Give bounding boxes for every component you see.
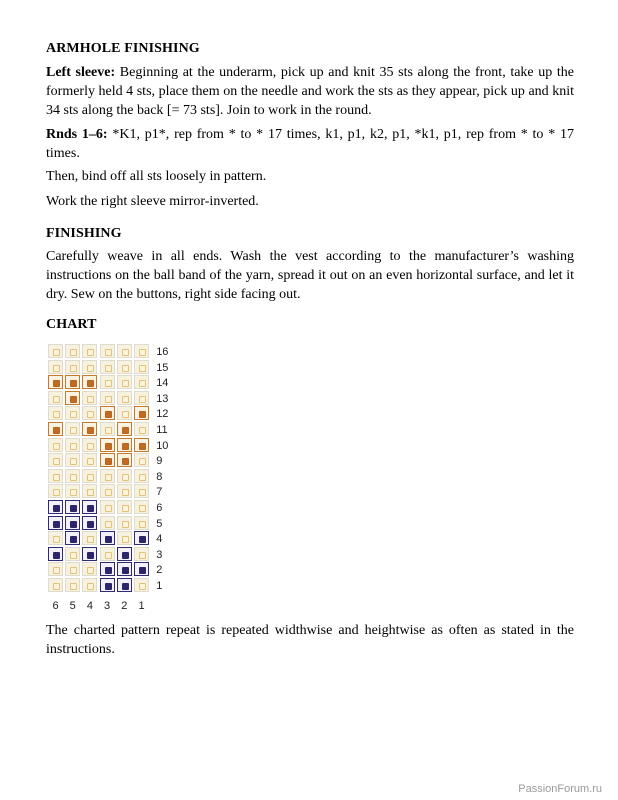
chart-cell-light (134, 453, 149, 467)
chart-cell-light (65, 562, 80, 576)
chart-cell-navy (65, 531, 80, 545)
chart-cell-light (82, 531, 97, 545)
chart-cell-navy (48, 500, 63, 514)
stitch-square-icon (70, 474, 77, 481)
stitch-square-icon (122, 583, 129, 590)
chart-cell-orange (48, 375, 63, 389)
stitch-square-icon (105, 427, 112, 434)
chart-cell-light (82, 484, 97, 498)
stitch-square-icon (87, 380, 94, 387)
bind-off-paragraph: Then, bind off all sts loosely in pattern. (46, 169, 267, 184)
stitch-square-icon (105, 583, 112, 590)
chart-cell-navy (100, 578, 115, 592)
stitch-square-icon (70, 380, 77, 387)
chart-cell-light (48, 438, 63, 452)
chart-cell-light (117, 406, 132, 420)
right-sleeve-paragraph: Work the right sleeve mirror-inverted. (46, 194, 259, 209)
stitch-square-icon (53, 349, 60, 356)
chart-column-label: 6 (52, 599, 59, 612)
chart-row-label: 13 (156, 392, 169, 405)
stitch-square-icon (122, 427, 129, 434)
stitch-square-icon (70, 427, 77, 434)
stitch-square-icon (105, 349, 112, 356)
chart-caption: The charted pattern repeat is repeated widthwise and heightwise as often as stated in the instructions. (46, 623, 574, 657)
chart-cell-light (82, 438, 97, 452)
chart-cell-navy (48, 516, 63, 530)
stitch-square-icon (53, 365, 60, 372)
chart-cell-light (134, 547, 149, 561)
chart-cell-light (134, 391, 149, 405)
chart-row-label: 9 (156, 455, 163, 468)
chart-cell-light (100, 422, 115, 436)
stitch-square-icon (122, 349, 129, 356)
chart-cell-navy (134, 562, 149, 576)
chart-row-label: 5 (156, 517, 163, 530)
stitch-square-icon (87, 474, 94, 481)
chart-row-label: 6 (156, 502, 163, 514)
chart-row-label: 12 (156, 408, 169, 421)
chart-cell-light (82, 453, 97, 467)
stitch-square-icon (139, 427, 146, 434)
left-sleeve-label: Left sleeve: (46, 65, 116, 80)
chart-cell-orange (82, 422, 97, 436)
chart-cell-orange (65, 375, 80, 389)
chart-cell-light (65, 469, 80, 483)
chart-cell-navy (117, 547, 132, 561)
chart-cell-light (65, 453, 80, 467)
chart-cell-navy (100, 562, 115, 576)
stitch-square-icon (122, 489, 129, 496)
stitch-square-icon (105, 411, 112, 418)
finishing-paragraph: Carefully weave in all ends. Wash the vest according to the manufacturer’s washing instructions on the ball band of the yarn, spread it out on an even horizontal surface, and let it dry. Sew on the buttons, right side facing out. (46, 249, 574, 302)
stitch-square-icon (53, 396, 60, 403)
chart-row-label: 2 (156, 564, 163, 577)
stitch-square-icon (53, 583, 60, 590)
stitch-square-icon (139, 474, 146, 481)
stitch-square-icon (105, 567, 112, 574)
chart-cell-light (117, 531, 132, 545)
stitch-square-icon (87, 411, 94, 418)
stitch-square-icon (70, 567, 77, 574)
chart-column-label: 4 (86, 599, 93, 612)
chart-cell-light (100, 360, 115, 374)
stitch-square-icon (53, 505, 60, 512)
stitch-square-icon (139, 536, 146, 543)
stitch-square-icon (105, 458, 112, 465)
chart-cell-light (48, 469, 63, 483)
chart-cell-light (100, 469, 115, 483)
chart-cell-light (65, 547, 80, 561)
stitch-square-icon (122, 396, 129, 403)
chart-cell-orange (117, 422, 132, 436)
left-sleeve-text: Beginning at the underarm, pick up and knit 35 sts along the front, take up the formerly held 4 sts, place them on the needle and work the sts as they appear, pick up and knit 34 sts along the back [= 73 sts]. Join to work in the round. (46, 65, 574, 118)
stitch-square-icon (139, 583, 146, 590)
chart-cell-light (48, 453, 63, 467)
chart-row-label: 4 (156, 533, 163, 546)
stitch-square-icon (105, 443, 112, 450)
chart-cell-light (117, 484, 132, 498)
chart-cell-light (117, 375, 132, 389)
chart-cell-light (134, 578, 149, 592)
stitch-square-icon (87, 396, 94, 403)
stitch-square-icon (53, 380, 60, 387)
chart-grid (46, 342, 196, 612)
stitch-square-icon (105, 536, 112, 543)
stitch-square-icon (70, 443, 77, 450)
stitch-square-icon (87, 536, 94, 543)
chart-cell-navy (117, 562, 132, 576)
chart-row-label: 14 (156, 377, 169, 390)
stitch-square-icon (70, 349, 77, 356)
chart-cell-light (82, 578, 97, 592)
chart-cell-light (100, 547, 115, 561)
chart-row-label: 11 (156, 424, 168, 436)
chart-cell-light (117, 469, 132, 483)
chart-cell-light (100, 391, 115, 405)
stitch-square-icon (70, 536, 77, 543)
chart-cell-light (48, 562, 63, 576)
stitch-square-icon (87, 349, 94, 356)
chart-cell-light (100, 500, 115, 514)
chart-cell-orange (82, 375, 97, 389)
stitch-square-icon (53, 474, 60, 481)
stitch-square-icon (105, 380, 112, 387)
stitch-square-icon (70, 365, 77, 372)
stitch-square-icon (122, 567, 129, 574)
chart-cell-light (82, 391, 97, 405)
stitch-square-icon (122, 505, 129, 512)
stitch-square-icon (53, 427, 60, 434)
chart-cell-light (48, 531, 63, 545)
chart-cell-navy (100, 531, 115, 545)
stitch-square-icon (122, 380, 129, 387)
stitch-square-icon (122, 536, 129, 543)
chart-cell-navy (65, 500, 80, 514)
chart-cell-light (65, 578, 80, 592)
chart-cell-orange (134, 406, 149, 420)
stitch-square-icon (53, 536, 60, 543)
rnds-text: *K1, p1*, rep from * to * 17 times, k1, p1, k2, p1, *k1, p1, rep from * to * 17 times. (46, 127, 575, 161)
stitch-square-icon (139, 489, 146, 496)
chart-cell-light (48, 406, 63, 420)
chart-cell-orange (65, 391, 80, 405)
chart-cell-light (117, 391, 132, 405)
chart-row-label: 10 (156, 439, 169, 452)
chart-cell-navy (82, 547, 97, 561)
chart-cell-navy (48, 547, 63, 561)
chart-cell-light (65, 484, 80, 498)
stitch-square-icon (53, 489, 60, 496)
stitch-square-icon (139, 458, 146, 465)
chart-cell-light (134, 500, 149, 514)
rnds-paragraph (46, 125, 574, 163)
stitch-square-icon (139, 396, 146, 403)
chart-cell-light (134, 360, 149, 374)
stitch-square-icon (70, 521, 77, 528)
stitch-square-icon (122, 552, 129, 559)
stitch-square-icon (105, 365, 112, 372)
chart-cell-navy (117, 578, 132, 592)
stitch-square-icon (70, 505, 77, 512)
chart-cell-light (65, 422, 80, 436)
chart-cell-light (82, 360, 97, 374)
stitch-square-icon (105, 521, 112, 528)
chart-cell-orange (100, 453, 115, 467)
stitch-square-icon (139, 380, 146, 387)
chart-cell-light (117, 516, 132, 530)
stitch-square-icon (122, 521, 129, 528)
chart-row-label: 15 (156, 361, 169, 374)
stitch-square-icon (53, 567, 60, 574)
chart-row-label: 3 (156, 548, 163, 561)
stitch-square-icon (70, 552, 77, 559)
stitch-square-icon (87, 427, 94, 434)
chart-cell-orange (100, 406, 115, 420)
stitch-square-icon (139, 443, 146, 450)
chart-cell-light (100, 516, 115, 530)
chart-cell-light (134, 516, 149, 530)
stitch-square-icon (87, 489, 94, 496)
chart-cell-light (134, 344, 149, 358)
stitch-square-icon (139, 521, 146, 528)
rnds-label: Rnds 1–6: (46, 127, 108, 142)
chart-cell-light (48, 578, 63, 592)
chart-column-label: 5 (69, 599, 76, 612)
stitch-square-icon (53, 458, 60, 465)
chart-cell-light (48, 360, 63, 374)
stitch-square-icon (87, 552, 94, 559)
stitch-square-icon (105, 489, 112, 496)
stitch-square-icon (139, 349, 146, 356)
chart-cell-navy (82, 516, 97, 530)
stitch-square-icon (70, 458, 77, 465)
stitch-square-icon (139, 505, 146, 512)
stitch-square-icon (105, 505, 112, 512)
stitch-square-icon (53, 521, 60, 528)
chart-cell-light (65, 438, 80, 452)
chart-cell-orange (134, 438, 149, 452)
chart-cell-orange (100, 438, 115, 452)
chart-cell-light (117, 344, 132, 358)
chart-cell-light (82, 406, 97, 420)
chart-cell-navy (134, 531, 149, 545)
stitch-square-icon (122, 474, 129, 481)
stitch-square-icon (122, 365, 129, 372)
left-sleeve-paragraph (46, 63, 574, 120)
stitch-square-icon (53, 411, 60, 418)
stitch-square-icon (87, 583, 94, 590)
chart-row-label: 16 (156, 346, 169, 358)
chart-cell-light (100, 375, 115, 389)
chart-cell-light (48, 344, 63, 358)
chart-cell-light (82, 344, 97, 358)
stitch-square-icon (105, 396, 112, 403)
stitch-square-icon (122, 458, 129, 465)
stitch-square-icon (139, 365, 146, 372)
chart-cell-light (65, 360, 80, 374)
chart-cell-light (117, 500, 132, 514)
chart-column-label: 3 (104, 599, 111, 612)
chart-cell-light (82, 562, 97, 576)
chart-heading: CHART (46, 317, 97, 332)
finishing-heading: FINISHING (46, 226, 122, 241)
armhole-finishing-heading: ARMHOLE FINISHING (46, 41, 200, 56)
chart-row-label: 8 (156, 470, 163, 483)
stitch-square-icon (105, 474, 112, 481)
chart-cell-light (117, 360, 132, 374)
stitch-square-icon (70, 583, 77, 590)
chart-column-label: 1 (138, 599, 145, 612)
watermark: PassionForum.ru (518, 783, 602, 795)
chart-cell-light (100, 344, 115, 358)
stitch-square-icon (87, 365, 94, 372)
chart-cell-orange (117, 453, 132, 467)
chart-cell-light (134, 375, 149, 389)
stitch-square-icon (87, 505, 94, 512)
chart-cell-orange (48, 422, 63, 436)
chart-cell-navy (82, 500, 97, 514)
stitch-square-icon (70, 489, 77, 496)
chart-cell-light (65, 406, 80, 420)
chart-cell-orange (117, 438, 132, 452)
stitch-square-icon (122, 411, 129, 418)
chart-cell-light (82, 469, 97, 483)
chart-row-label: 1 (156, 580, 163, 592)
stitch-square-icon (53, 552, 60, 559)
chart-column-label: 2 (121, 599, 128, 612)
stitch-square-icon (87, 458, 94, 465)
chart-cell-light (48, 484, 63, 498)
stitch-square-icon (139, 567, 146, 574)
stitch-square-icon (139, 411, 146, 418)
chart-cell-light (48, 391, 63, 405)
stitch-square-icon (53, 443, 60, 450)
stitch-square-icon (87, 567, 94, 574)
chart-cell-light (134, 469, 149, 483)
chart-cell-navy (65, 516, 80, 530)
chart-row-label: 7 (156, 486, 163, 499)
chart-cell-light (134, 422, 149, 436)
chart-cell-light (100, 484, 115, 498)
stitch-square-icon (70, 411, 77, 418)
chart-cell-light (65, 344, 80, 358)
stitch-square-icon (105, 552, 112, 559)
chart-cell-light (134, 484, 149, 498)
stitch-square-icon (70, 396, 77, 403)
stitch-square-icon (139, 552, 146, 559)
stitch-square-icon (87, 443, 94, 450)
stitch-square-icon (122, 443, 129, 450)
stitch-square-icon (87, 521, 94, 528)
